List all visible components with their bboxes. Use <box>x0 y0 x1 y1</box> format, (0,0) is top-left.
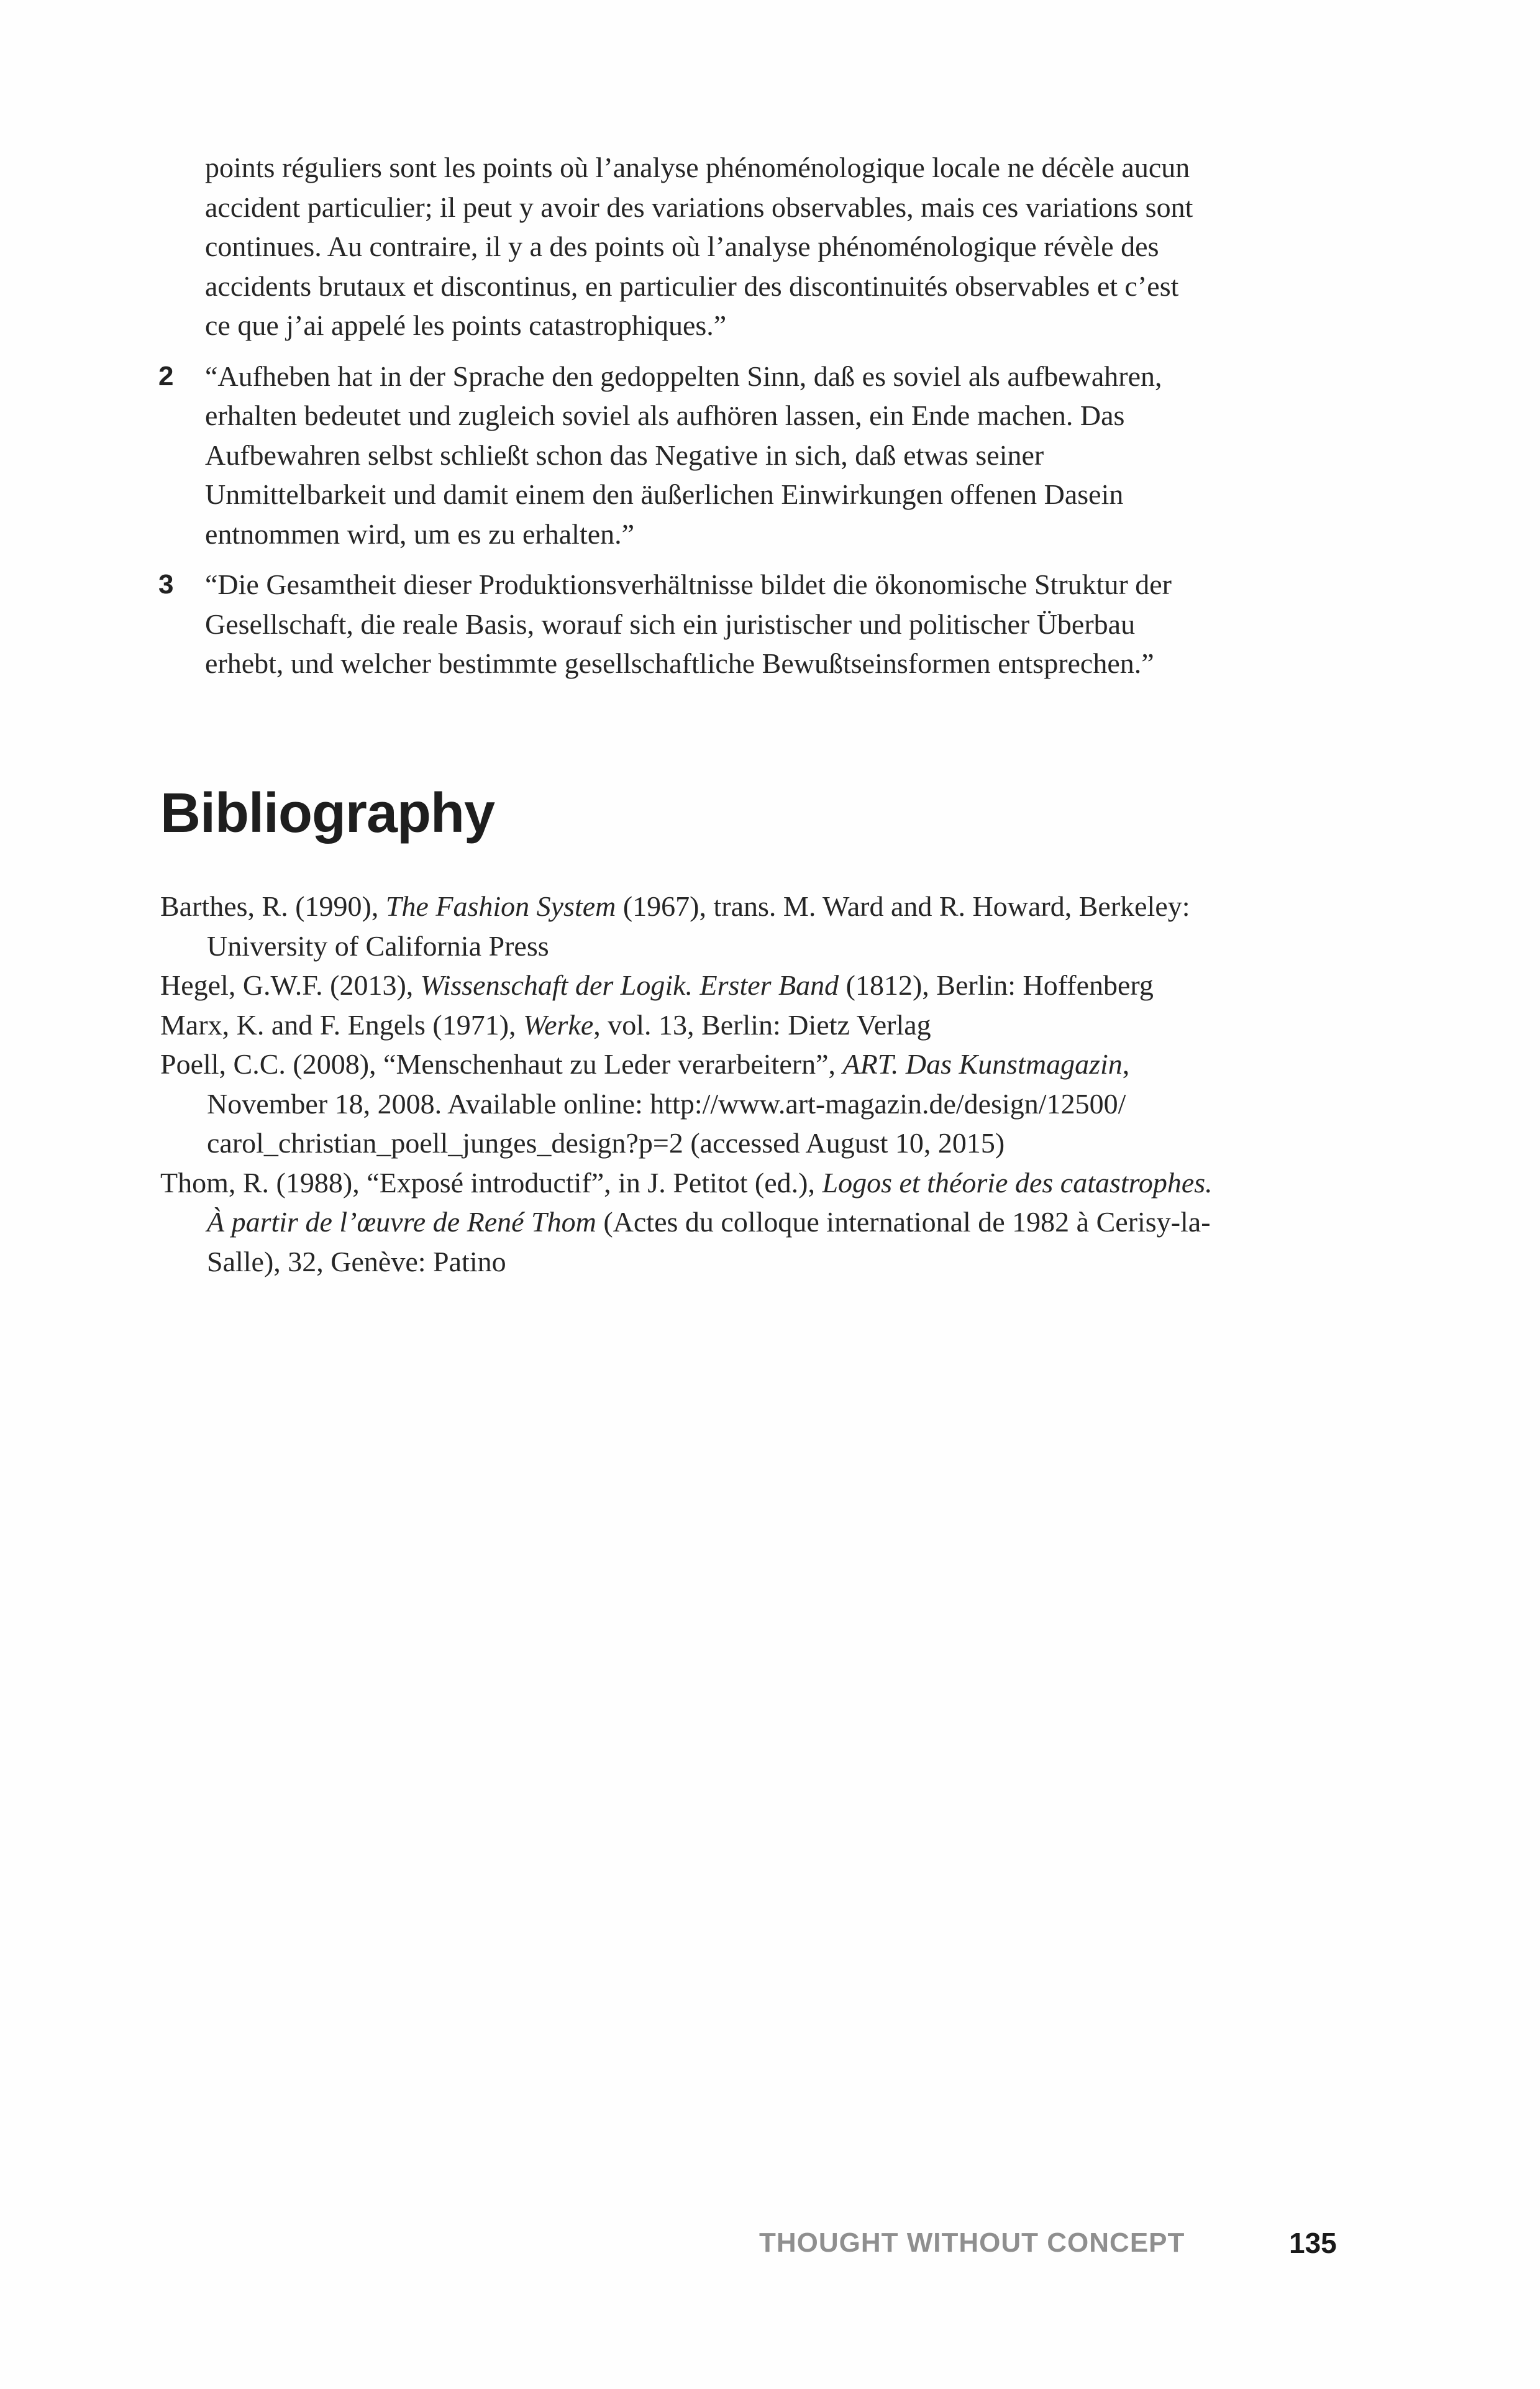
endnote-number: 3 <box>158 569 174 600</box>
entry-text: Marx, K. and F. Engels (1971), <box>160 1008 524 1041</box>
entry-line <box>160 1202 1341 1242</box>
entry-text: (1967), trans. M. Ward and R. Howard, Berkeley: <box>616 890 1190 922</box>
endnotes <box>158 148 1339 683</box>
entry-line: University of California Press <box>207 930 549 962</box>
text-line: accident particulier; il peut y avoir des variations observables, mais ces variations sont <box>205 191 1193 223</box>
text-line: “Die Gesamtheit dieser Produktionsverhältnisse bildet die ökonomische Struktur der <box>205 569 1172 600</box>
text-line: ce que j’ai appelé les points catastrophiques.” <box>205 309 727 341</box>
entry-line: Salle), 32, Genève: Patino <box>207 1245 506 1277</box>
text-line: Gesellschaft, die reale Basis, worauf sich ein juristischer und politischer Überbau <box>205 608 1136 640</box>
entry-text: Thom, R. (1988), “Exposé introductif”, in J. Petitot (ed.), <box>160 1166 822 1199</box>
entry-text: Barthes, R. (1990), <box>160 890 386 922</box>
text-line: continues. Au contraire, il y a des points où l’analyse phénoménologique révèle des <box>205 231 1159 262</box>
text-line: Aufbewahren selbst schließt schon das Negative in sich, daß etwas seiner <box>205 439 1044 471</box>
entry-title: Logos et théorie des catastrophes. <box>822 1166 1213 1199</box>
entry-title: Wissenschaft der Logik. Erster Band <box>420 969 839 1001</box>
bibliography-entry-barthes <box>160 887 1341 966</box>
entry-text: , <box>1122 1048 1130 1080</box>
entry-line <box>160 1163 1341 1203</box>
bibliography-list <box>160 887 1341 1281</box>
entry-text: (Actes du colloque international de 1982 à Cerisy-la- <box>596 1206 1211 1238</box>
entry-title: ART. Das Kunstmagazin <box>842 1048 1123 1080</box>
entry-title: À partir de l’œuvre de René Thom <box>207 1206 596 1238</box>
endnote-2 <box>158 357 1339 554</box>
section-heading: Bibliography <box>160 782 495 844</box>
text-line: Unmittelbarkeit und damit einem den äußerlichen Einwirkungen offenen Dasein <box>205 478 1124 510</box>
entry-line <box>160 1044 1341 1084</box>
entry-line <box>160 966 1341 1005</box>
bibliography-entry-hegel <box>160 966 1341 1005</box>
endnote-1-continuation <box>205 148 1339 345</box>
bibliography-entry-marx <box>160 1005 1341 1045</box>
entry-url-line: carol_christian_poell_junges_design?p=2 (accessed August 10, 2015) <box>207 1127 1005 1159</box>
entry-url-line: November 18, 2008. Available online: http://www.art-magazin.de/design/12500/ <box>207 1087 1126 1120</box>
text-line: accidents brutaux et discontinus, en particulier des discontinuités observables et c’est <box>205 270 1179 302</box>
entry-title: The Fashion System <box>385 890 616 922</box>
entry-line <box>160 1005 1341 1045</box>
text-line: entnommen wird, um es zu erhalten.” <box>205 518 635 550</box>
entry-text: , vol. 13, Berlin: Dietz Verlag <box>593 1008 931 1041</box>
text-line: erhalten bedeutet und zugleich soviel als aufhören lassen, ein Ende machen. Das <box>205 400 1125 431</box>
bibliography-entry-poell <box>160 1044 1341 1163</box>
entry-line <box>160 887 1341 926</box>
running-footer-title: THOUGHT WITHOUT CONCEPT <box>759 2227 1185 2258</box>
text-line: “Aufheben hat in der Sprache den gedoppelten Sinn, daß es soviel als aufbewahren, <box>205 360 1162 392</box>
entry-text: Poell, C.C. (2008), “Menschenhaut zu Leder verarbeitern”, <box>160 1048 843 1080</box>
entry-text: (1812), Berlin: Hoffenberg <box>839 969 1154 1001</box>
page-number: 135 <box>1289 2227 1337 2259</box>
entry-text: Hegel, G.W.F. (2013), <box>160 969 421 1001</box>
text-line: points réguliers sont les points où l’analyse phénoménologique locale ne décèle aucun <box>205 152 1190 183</box>
text-line: erhebt, und welcher bestimmte gesellschaftliche Bewußtseinsformen entsprechen.” <box>205 647 1154 679</box>
entry-title: Werke <box>523 1008 594 1041</box>
bibliography-entry-thom <box>160 1163 1341 1282</box>
endnote-number: 2 <box>158 360 174 391</box>
endnote-3 <box>158 565 1339 683</box>
